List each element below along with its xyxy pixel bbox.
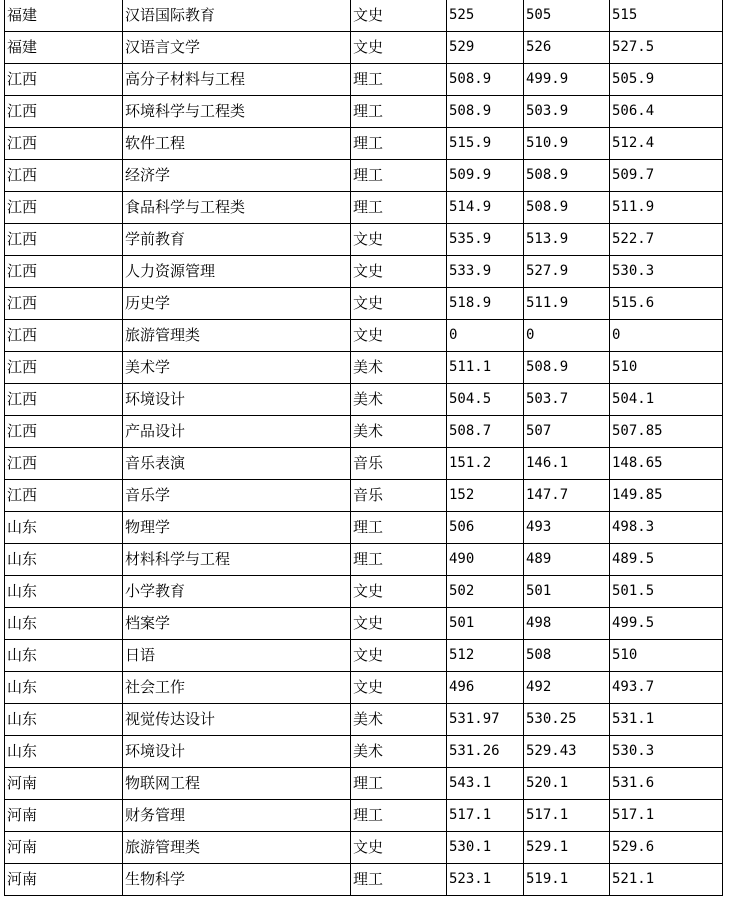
max-score-cell: 504.5 <box>447 384 524 416</box>
max-score-cell: 151.2 <box>447 448 524 480</box>
max-score-cell: 518.9 <box>447 288 524 320</box>
major-cell: 高分子材料与工程 <box>123 64 351 96</box>
avg-score-cell: 510 <box>610 640 723 672</box>
max-score-cell: 515.9 <box>447 128 524 160</box>
min-score-cell: 513.9 <box>524 224 610 256</box>
avg-score-cell: 148.65 <box>610 448 723 480</box>
max-score-cell: 531.97 <box>447 704 524 736</box>
avg-score-cell: 529.6 <box>610 832 723 864</box>
avg-score-cell: 531.6 <box>610 768 723 800</box>
avg-score-cell: 515.6 <box>610 288 723 320</box>
avg-score-cell: 501.5 <box>610 576 723 608</box>
major-cell: 食品科学与工程类 <box>123 192 351 224</box>
avg-score-cell: 530.3 <box>610 736 723 768</box>
table-row <box>5 32 723 64</box>
max-score-cell: 530.1 <box>447 832 524 864</box>
major-cell: 小学教育 <box>123 576 351 608</box>
max-score-cell: 531.26 <box>447 736 524 768</box>
min-score-cell: 527.9 <box>524 256 610 288</box>
max-score-cell: 496 <box>447 672 524 704</box>
category-cell: 文史 <box>351 672 447 704</box>
province-cell: 江西 <box>5 480 123 512</box>
province-cell: 江西 <box>5 384 123 416</box>
major-cell: 物联网工程 <box>123 768 351 800</box>
province-cell: 江西 <box>5 288 123 320</box>
category-cell: 理工 <box>351 800 447 832</box>
max-score-cell: 529 <box>447 32 524 64</box>
avg-score-cell: 517.1 <box>610 800 723 832</box>
table-row <box>5 480 723 512</box>
min-score-cell: 508.9 <box>524 352 610 384</box>
table-row <box>5 576 723 608</box>
avg-score-cell: 0 <box>610 320 723 352</box>
major-cell: 材料科学与工程 <box>123 544 351 576</box>
min-score-cell: 510.9 <box>524 128 610 160</box>
province-cell: 江西 <box>5 128 123 160</box>
table-row <box>5 704 723 736</box>
province-cell: 山东 <box>5 576 123 608</box>
min-score-cell: 508 <box>524 640 610 672</box>
max-score-cell: 501 <box>447 608 524 640</box>
major-cell: 汉语国际教育 <box>123 0 351 32</box>
table-row <box>5 352 723 384</box>
major-cell: 美术学 <box>123 352 351 384</box>
province-cell: 江西 <box>5 192 123 224</box>
province-cell: 江西 <box>5 96 123 128</box>
province-cell: 江西 <box>5 224 123 256</box>
avg-score-cell: 512.4 <box>610 128 723 160</box>
avg-score-cell: 522.7 <box>610 224 723 256</box>
category-cell: 文史 <box>351 576 447 608</box>
max-score-cell: 533.9 <box>447 256 524 288</box>
max-score-cell: 535.9 <box>447 224 524 256</box>
category-cell: 理工 <box>351 512 447 544</box>
table-row <box>5 832 723 864</box>
table-body <box>5 0 723 896</box>
table-row <box>5 320 723 352</box>
max-score-cell: 508.9 <box>447 64 524 96</box>
category-cell: 文史 <box>351 320 447 352</box>
category-cell: 文史 <box>351 608 447 640</box>
category-cell: 文史 <box>351 256 447 288</box>
table-row <box>5 256 723 288</box>
min-score-cell: 507 <box>524 416 610 448</box>
category-cell: 文史 <box>351 640 447 672</box>
max-score-cell: 509.9 <box>447 160 524 192</box>
max-score-cell: 543.1 <box>447 768 524 800</box>
province-cell: 山东 <box>5 640 123 672</box>
table-row <box>5 288 723 320</box>
admission-scores-table <box>4 0 723 896</box>
avg-score-cell: 511.9 <box>610 192 723 224</box>
major-cell: 旅游管理类 <box>123 320 351 352</box>
avg-score-cell: 530.3 <box>610 256 723 288</box>
table-row <box>5 672 723 704</box>
province-cell: 山东 <box>5 512 123 544</box>
category-cell: 文史 <box>351 0 447 32</box>
major-cell: 汉语言文学 <box>123 32 351 64</box>
major-cell: 人力资源管理 <box>123 256 351 288</box>
avg-score-cell: 498.3 <box>610 512 723 544</box>
category-cell: 理工 <box>351 160 447 192</box>
max-score-cell: 152 <box>447 480 524 512</box>
max-score-cell: 512 <box>447 640 524 672</box>
category-cell: 美术 <box>351 416 447 448</box>
min-score-cell: 520.1 <box>524 768 610 800</box>
max-score-cell: 502 <box>447 576 524 608</box>
min-score-cell: 529.1 <box>524 832 610 864</box>
table-row <box>5 512 723 544</box>
province-cell: 福建 <box>5 32 123 64</box>
max-score-cell: 523.1 <box>447 864 524 896</box>
province-cell: 江西 <box>5 64 123 96</box>
max-score-cell: 508.7 <box>447 416 524 448</box>
min-score-cell: 526 <box>524 32 610 64</box>
avg-score-cell: 504.1 <box>610 384 723 416</box>
min-score-cell: 508.9 <box>524 192 610 224</box>
table-row <box>5 544 723 576</box>
table-row <box>5 608 723 640</box>
major-cell: 学前教育 <box>123 224 351 256</box>
category-cell: 美术 <box>351 704 447 736</box>
major-cell: 环境科学与工程类 <box>123 96 351 128</box>
category-cell: 美术 <box>351 736 447 768</box>
province-cell: 山东 <box>5 736 123 768</box>
major-cell: 环境设计 <box>123 736 351 768</box>
max-score-cell: 508.9 <box>447 96 524 128</box>
table-row <box>5 64 723 96</box>
min-score-cell: 517.1 <box>524 800 610 832</box>
major-cell: 历史学 <box>123 288 351 320</box>
province-cell: 河南 <box>5 800 123 832</box>
major-cell: 音乐表演 <box>123 448 351 480</box>
avg-score-cell: 149.85 <box>610 480 723 512</box>
max-score-cell: 490 <box>447 544 524 576</box>
major-cell: 生物科学 <box>123 864 351 896</box>
avg-score-cell: 510 <box>610 352 723 384</box>
province-cell: 江西 <box>5 416 123 448</box>
category-cell: 文史 <box>351 832 447 864</box>
avg-score-cell: 505.9 <box>610 64 723 96</box>
major-cell: 财务管理 <box>123 800 351 832</box>
max-score-cell: 517.1 <box>447 800 524 832</box>
province-cell: 河南 <box>5 832 123 864</box>
max-score-cell: 0 <box>447 320 524 352</box>
min-score-cell: 146.1 <box>524 448 610 480</box>
table-row <box>5 192 723 224</box>
table-row <box>5 768 723 800</box>
min-score-cell: 147.7 <box>524 480 610 512</box>
min-score-cell: 489 <box>524 544 610 576</box>
avg-score-cell: 493.7 <box>610 672 723 704</box>
province-cell: 福建 <box>5 0 123 32</box>
major-cell: 视觉传达设计 <box>123 704 351 736</box>
province-cell: 山东 <box>5 608 123 640</box>
major-cell: 旅游管理类 <box>123 832 351 864</box>
table-row <box>5 384 723 416</box>
min-score-cell: 508.9 <box>524 160 610 192</box>
table-row <box>5 0 723 32</box>
major-cell: 产品设计 <box>123 416 351 448</box>
min-score-cell: 530.25 <box>524 704 610 736</box>
category-cell: 文史 <box>351 224 447 256</box>
province-cell: 江西 <box>5 448 123 480</box>
min-score-cell: 501 <box>524 576 610 608</box>
major-cell: 经济学 <box>123 160 351 192</box>
min-score-cell: 503.7 <box>524 384 610 416</box>
major-cell: 档案学 <box>123 608 351 640</box>
table-row <box>5 128 723 160</box>
min-score-cell: 529.43 <box>524 736 610 768</box>
province-cell: 河南 <box>5 768 123 800</box>
category-cell: 美术 <box>351 384 447 416</box>
table-row <box>5 864 723 896</box>
major-cell: 社会工作 <box>123 672 351 704</box>
avg-score-cell: 489.5 <box>610 544 723 576</box>
category-cell: 理工 <box>351 128 447 160</box>
category-cell: 美术 <box>351 352 447 384</box>
province-cell: 山东 <box>5 704 123 736</box>
avg-score-cell: 521.1 <box>610 864 723 896</box>
table-row <box>5 736 723 768</box>
category-cell: 文史 <box>351 32 447 64</box>
avg-score-cell: 509.7 <box>610 160 723 192</box>
major-cell: 物理学 <box>123 512 351 544</box>
min-score-cell: 511.9 <box>524 288 610 320</box>
min-score-cell: 505 <box>524 0 610 32</box>
province-cell: 河南 <box>5 864 123 896</box>
major-cell: 环境设计 <box>123 384 351 416</box>
category-cell: 理工 <box>351 864 447 896</box>
min-score-cell: 492 <box>524 672 610 704</box>
major-cell: 软件工程 <box>123 128 351 160</box>
min-score-cell: 0 <box>524 320 610 352</box>
min-score-cell: 503.9 <box>524 96 610 128</box>
max-score-cell: 511.1 <box>447 352 524 384</box>
max-score-cell: 506 <box>447 512 524 544</box>
major-cell: 音乐学 <box>123 480 351 512</box>
table-row <box>5 224 723 256</box>
table-row <box>5 448 723 480</box>
table-row <box>5 416 723 448</box>
max-score-cell: 514.9 <box>447 192 524 224</box>
province-cell: 江西 <box>5 256 123 288</box>
table-row <box>5 800 723 832</box>
table-row <box>5 640 723 672</box>
max-score-cell: 525 <box>447 0 524 32</box>
category-cell: 音乐 <box>351 480 447 512</box>
avg-score-cell: 527.5 <box>610 32 723 64</box>
category-cell: 理工 <box>351 544 447 576</box>
table-row <box>5 96 723 128</box>
avg-score-cell: 506.4 <box>610 96 723 128</box>
category-cell: 理工 <box>351 64 447 96</box>
category-cell: 音乐 <box>351 448 447 480</box>
table-row <box>5 160 723 192</box>
category-cell: 理工 <box>351 96 447 128</box>
province-cell: 江西 <box>5 320 123 352</box>
major-cell: 日语 <box>123 640 351 672</box>
avg-score-cell: 515 <box>610 0 723 32</box>
min-score-cell: 499.9 <box>524 64 610 96</box>
avg-score-cell: 531.1 <box>610 704 723 736</box>
province-cell: 江西 <box>5 352 123 384</box>
category-cell: 理工 <box>351 768 447 800</box>
avg-score-cell: 507.85 <box>610 416 723 448</box>
min-score-cell: 498 <box>524 608 610 640</box>
min-score-cell: 493 <box>524 512 610 544</box>
category-cell: 理工 <box>351 192 447 224</box>
avg-score-cell: 499.5 <box>610 608 723 640</box>
category-cell: 文史 <box>351 288 447 320</box>
province-cell: 山东 <box>5 672 123 704</box>
province-cell: 山东 <box>5 544 123 576</box>
province-cell: 江西 <box>5 160 123 192</box>
min-score-cell: 519.1 <box>524 864 610 896</box>
